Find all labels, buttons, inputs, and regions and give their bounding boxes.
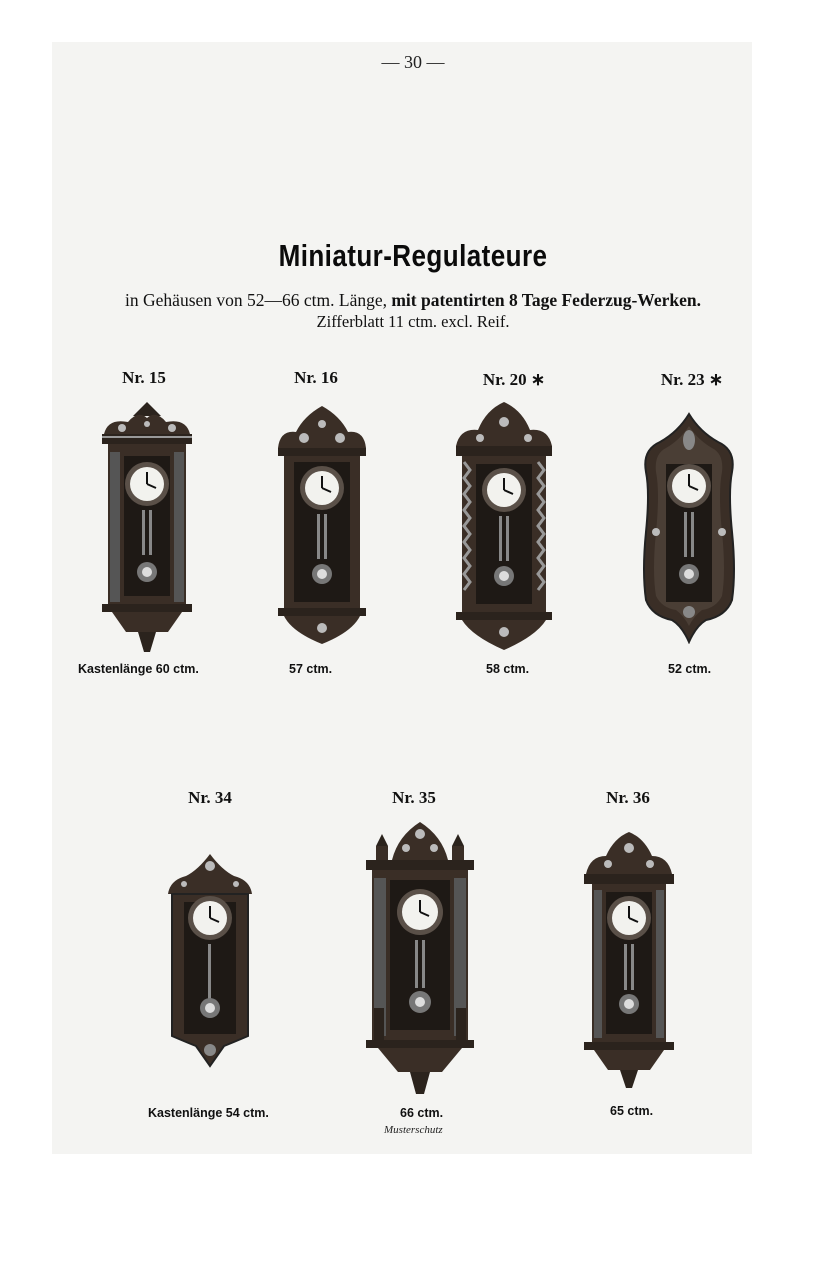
page-number: — 30 — — [381, 52, 445, 72]
clock-label-nr-20: Nr. 20 ∗ — [482, 370, 546, 389]
clock-label-nr-36: Nr. 36 — [606, 788, 650, 807]
clock-label-nr-34: Nr. 34 — [188, 788, 232, 807]
clock-length-nr-23: 52 ctm. — [668, 662, 712, 676]
clock-length-nr-15: Kastenlänge 60 ctm. — [78, 662, 199, 676]
clock-label-nr-35: Nr. 35 — [392, 788, 436, 807]
clock-label-nr-15: Nr. 15 — [122, 368, 166, 387]
wall-regulator-clock-icon — [274, 402, 370, 647]
subtitle-line-1-bold: mit patentirten 8 Tage Federzug-Werken. — [391, 290, 701, 310]
clock-label-nr-16: Nr. 16 — [294, 368, 338, 387]
clock-length-nr-34: Kastenlänge 54 ctm. — [148, 1106, 269, 1120]
wall-regulator-clock-icon — [452, 400, 556, 652]
wall-regulator-clock-icon — [580, 830, 678, 1092]
subtitle-line-1-plain: in Gehäusen von 52—66 ctm. Länge, — [125, 290, 387, 310]
subtitle-line-2: Zifferblatt 11 ctm. excl. Reif. — [316, 312, 510, 331]
wall-regulator-clock-icon — [362, 818, 478, 1098]
clock-length-nr-36: 65 ctm. — [610, 1104, 654, 1118]
clock-label-nr-23: Nr. 23 ∗ — [660, 370, 724, 389]
clock-note-nr-35: Musterschutz — [384, 1124, 443, 1136]
wall-regulator-clock-icon — [164, 850, 256, 1070]
clock-length-nr-16: 57 ctm. — [289, 662, 333, 676]
clock-length-nr-35: 66 ctm. — [400, 1106, 444, 1120]
page-title: Miniatur-Regulateure — [278, 238, 548, 273]
wall-regulator-clock-icon — [640, 412, 738, 644]
wall-regulator-clock-icon — [98, 400, 196, 655]
subtitle-line-1 — [0, 290, 826, 311]
clock-length-nr-20: 58 ctm. — [486, 662, 530, 676]
